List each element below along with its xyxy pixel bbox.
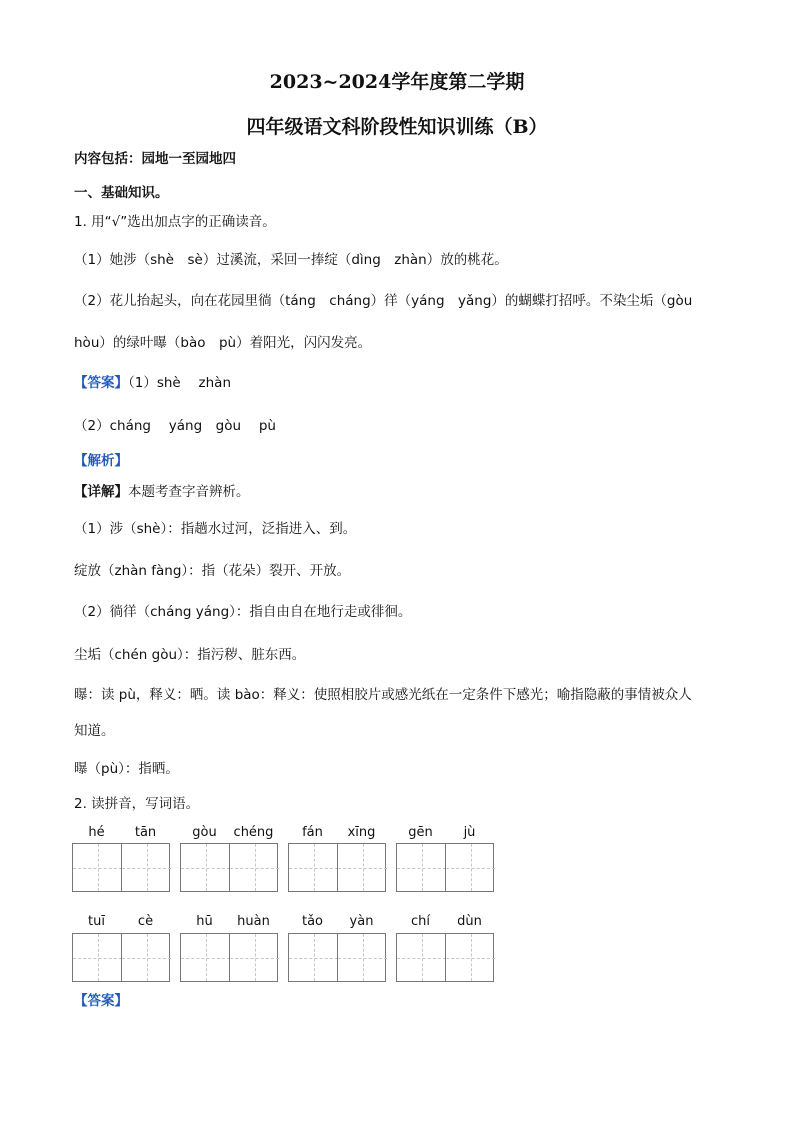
q2-answer-tag: 【答案】 [74,993,128,1009]
analysis-tag: 【解析】 [74,453,128,469]
pinyin: xīng [347,825,376,840]
answer-text-1: （1）shè zhàn [128,375,231,391]
pinyin: chí [411,914,430,929]
detail-tag: 【详解】 [74,484,128,500]
q2-prompt: 2. 读拼音，写词语。 [74,796,200,812]
answer-tag: 【答案】 [74,375,128,391]
writing-grid[interactable] [396,843,494,892]
pinyin: tān [134,825,157,840]
pinyin: gēn [408,825,433,840]
answer-line-1 [74,374,231,392]
writing-grid[interactable] [72,843,170,892]
title-line-2: 四年级语文科阶段性知识训练（B） [246,116,548,138]
detail-line-3: （2）徜徉（cháng yáng）：指自由自在地行走或徘徊。 [74,604,412,620]
q1-item-2-line-2: hòu）的绿叶曝（bào pù）着阳光，闪闪发亮。 [74,335,372,351]
pinyin: tǎo [301,914,324,929]
content-scope: 内容包括：园地一至园地四 [74,151,236,167]
detail-line-2: 绽放（zhàn fàng）：指（花朵）裂开、开放。 [74,563,351,579]
q1-item-1: （1）她涉（shè sè）过溪流，采回一捧绽（dìng zhàn）放的桃花。 [74,252,508,268]
detail-line [74,483,250,501]
pinyin: fán [302,825,323,840]
answer-line-2: （2）cháng yáng gòu pù [74,418,276,434]
detail-line-6: 知道。 [74,723,115,739]
writing-grid[interactable] [288,933,386,982]
detail-line-5: 曝：读 pù，释义：晒。读 bào：释义：使照相胶片或感光纸在一定条件下感光；喻指隐蔽的事情被众人 [74,687,692,703]
pinyin: cè [137,914,154,929]
pinyin: gòu [192,825,217,840]
writing-grid[interactable] [72,933,170,982]
detail-intro: 本题考查字音辨析。 [128,484,250,500]
pinyin: huàn [237,914,270,929]
pinyin: jù [463,825,476,840]
writing-grid[interactable] [288,843,386,892]
pinyin: tuī [88,914,105,929]
pinyin: hū [196,914,213,929]
title-line-1: 2023~2024学年度第二学期 [269,71,525,93]
q1-prompt: 1. 用“√”选出加点字的正确读音。 [74,214,276,230]
detail-line-4: 尘垢（chén gòu）：指污秽、脏东西。 [74,647,306,663]
pinyin: hé [88,825,105,840]
pinyin: dùn [457,914,482,929]
section-heading: 一、基础知识。 [74,185,169,201]
detail-line-7: 曝（pù）：指晒。 [74,761,179,777]
pinyin: chéng [233,825,274,840]
detail-line-1: （1）涉（shè）：指趟水过河，泛指进入、到。 [74,521,357,537]
writing-grid[interactable] [180,843,278,892]
writing-grid[interactable] [180,933,278,982]
pinyin: yàn [349,914,374,929]
q1-item-2-line-1: （2）花儿抬起头，向在花园里徜（táng cháng）徉（yáng yǎng）的蝴蝶打招呼。不染尘垢（gòu [74,293,693,309]
writing-grid[interactable] [396,933,494,982]
